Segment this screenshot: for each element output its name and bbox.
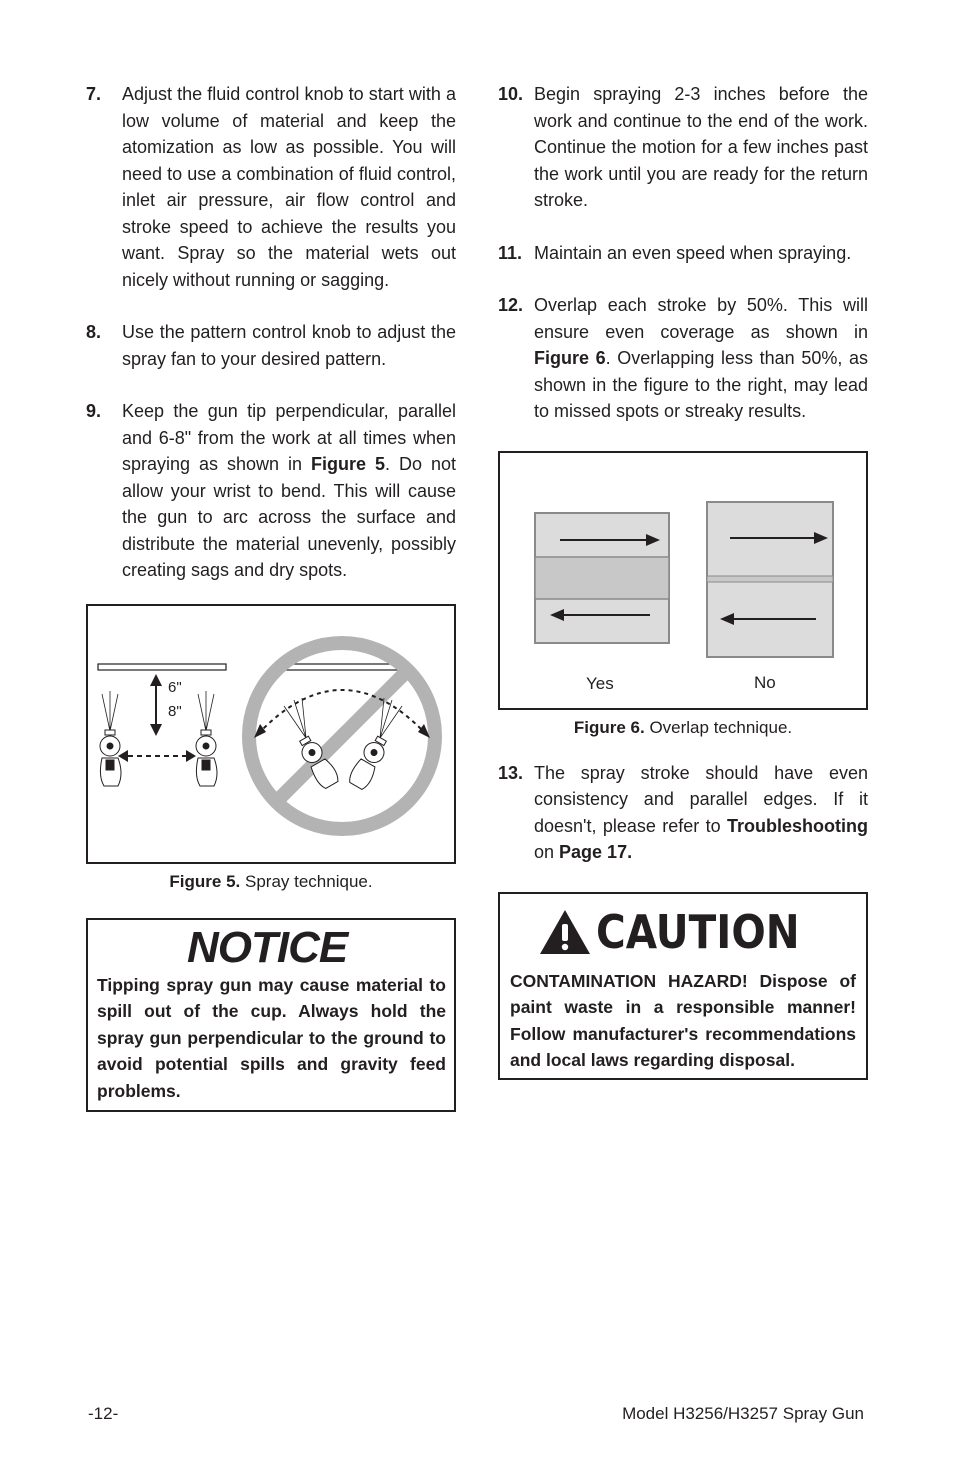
- overlap-technique-illustration: [500, 453, 866, 708]
- step-number: 11.: [498, 242, 523, 263]
- step-text-pre: The spray stroke should have even consistency and parallel edges. If it doesn't, please refer to: [534, 762, 868, 836]
- step-text-post: . Do not allow your wrist to bend. This will cause the gun to arc across the surface and distribute the material unevenly, possibly creating sags and dry spots.: [122, 454, 457, 580]
- page-reference: Page 17.: [559, 842, 633, 862]
- step-text: Adjust the fluid control knob to start with a low volume of material and keep the atomization as low as possible. You will need to use a combination of fluid control, inlet air pressure, air flow control and stroke speed to achieve the results you want. Spray so the material wets out nicely without running or sagging.: [122, 84, 456, 290]
- left-column: [86, 81, 456, 1112]
- figure-6: [498, 451, 868, 710]
- step-text: Begin spraying 2-3 inches before the work and continue to the end of the work. Continue the motion for a few inches past the work until you are ready for the return stroke.: [534, 84, 868, 210]
- step-7: [86, 81, 456, 293]
- distance-label-6: 6": [168, 678, 182, 696]
- spray-fan: [198, 691, 214, 731]
- step-9: [86, 398, 456, 584]
- caption-text: Spray technique.: [240, 871, 373, 891]
- step-number: 12.: [498, 295, 524, 315]
- troubleshooting-reference: Troubleshooting: [727, 815, 868, 836]
- figure-5-caption: [86, 872, 456, 892]
- step-number: 13.: [498, 762, 524, 783]
- spray-fan: [102, 691, 118, 731]
- step-number: 7.: [86, 84, 102, 104]
- distance-arrow-down: [150, 724, 162, 736]
- step-text: Use the pattern control knob to adjust the spray fan to your desired pattern.: [122, 322, 456, 369]
- step-number: 8.: [86, 322, 102, 342]
- figure-reference: Figure 6: [534, 348, 606, 368]
- caption-label: Figure 5.: [169, 871, 241, 891]
- yes-label: Yes: [586, 673, 614, 693]
- no-label: No: [754, 672, 776, 692]
- spray-gun-icon: [196, 730, 217, 786]
- caution-header: [510, 902, 856, 962]
- right-column: [498, 81, 868, 1080]
- step-11: [498, 240, 868, 267]
- caution-box: [498, 892, 868, 1080]
- step-number: 9.: [86, 401, 102, 421]
- model-footer: Model H3256/H3257 Spray Gun: [622, 1404, 864, 1423]
- step-text-post: . Overlapping less than 50%, as shown in the figure to the right, may lead to missed spots or streaky results.: [534, 348, 868, 421]
- distance-arrow-up: [150, 674, 162, 686]
- step-13: [498, 760, 868, 866]
- figure-reference: Figure 5: [311, 454, 386, 474]
- step-text: Maintain an even speed when spraying.: [534, 242, 852, 263]
- work-surface-bar: [98, 664, 226, 670]
- step-10: [498, 81, 868, 214]
- caption-label: Figure 6.: [573, 717, 645, 737]
- notice-title: NOTICE: [187, 922, 348, 972]
- page-number: -12-: [88, 1404, 119, 1423]
- spray-gun-icon: [346, 733, 391, 790]
- step-text-mid: on: [534, 842, 560, 862]
- caution-body: CONTAMINATION HAZARD! Dispose of paint waste in a responsible manner! Follow manufacturer's recommendations and local laws regarding disposal.: [510, 970, 856, 1070]
- caption-text: Overlap technique.: [644, 717, 793, 737]
- spray-technique-illustration: [88, 606, 454, 862]
- distance-label-8: 8": [168, 702, 182, 720]
- notice-body: Tipping spray gun may cause material to spill out of the cup. Always hold the spray gun perpendicular to the ground to avoid potential spills and gravity feed problems.: [97, 974, 446, 1101]
- warning-triangle-icon: [538, 908, 592, 956]
- notice-box: [86, 918, 456, 1113]
- spray-gun-icon: [100, 730, 121, 786]
- step-12: [498, 292, 868, 425]
- overlap-no-panel: [707, 502, 833, 657]
- figure-5: [86, 604, 456, 864]
- step-text-pre: Keep the gun tip perpendicular, parallel and 6-8" from the work at all times when spraying as shown in: [122, 401, 456, 474]
- figure-6-caption: [498, 718, 868, 738]
- step-8: [86, 319, 456, 372]
- overlap-yes-panel: [535, 513, 669, 643]
- caution-title: CAUTION: [596, 904, 800, 959]
- prohibited-arc-technique: [249, 643, 435, 829]
- step-text-pre: Overlap each stroke by 50%. This will ensure even coverage as shown in: [534, 295, 868, 342]
- step-number: 10.: [498, 84, 524, 104]
